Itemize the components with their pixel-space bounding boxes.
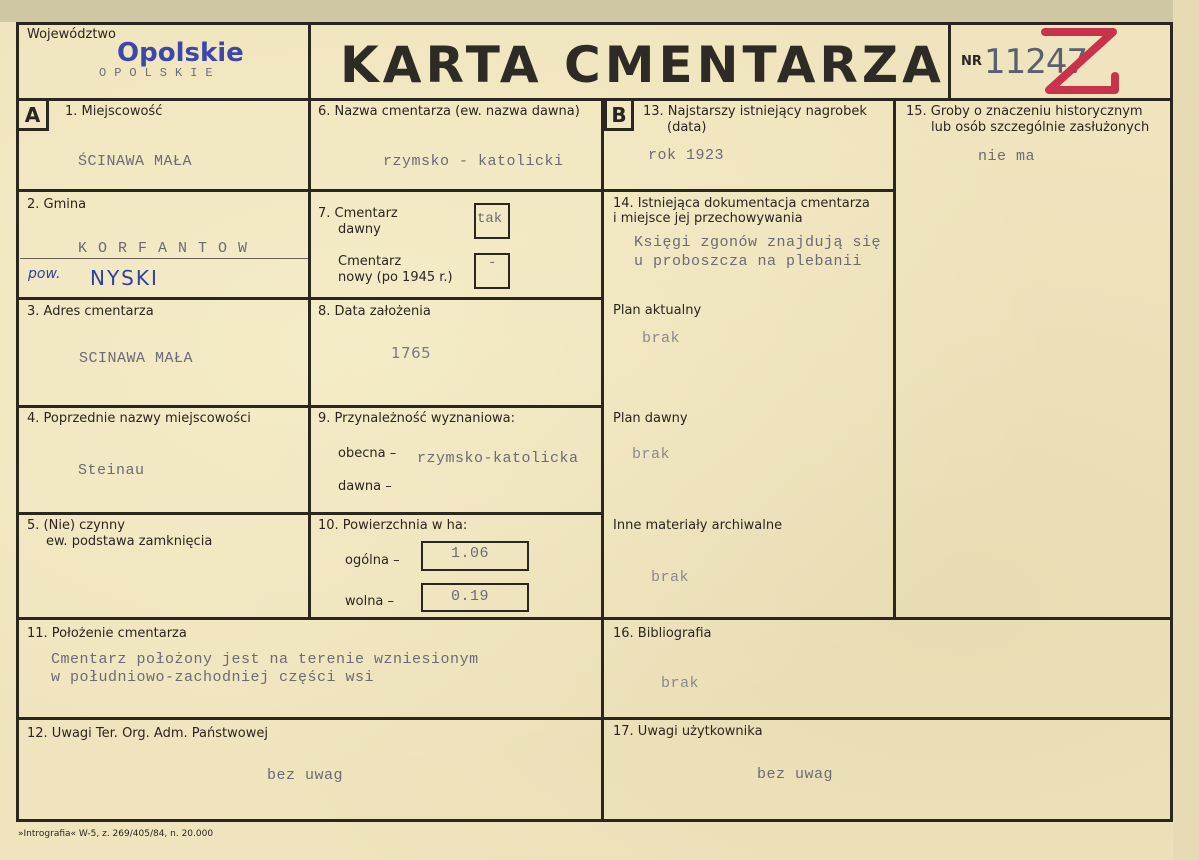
field-15-sublabel: lub osób szczególnie zasłużonych — [931, 120, 1150, 135]
wolna-field[interactable] — [421, 583, 529, 612]
red-z-mark-icon — [1035, 24, 1125, 108]
field-11-label: 11. Położenie cmentarza — [27, 626, 187, 641]
field-7-label: 7. Cmentarz — [318, 206, 398, 221]
field-8-label: 8. Data założenia — [318, 304, 431, 319]
ogolna-label: ogólna – — [345, 553, 400, 568]
gmina-underline — [20, 258, 308, 259]
top-edge — [0, 0, 1199, 22]
field-2-value: KORFANTOW — [78, 240, 259, 257]
section-b-badge: B — [604, 101, 634, 131]
divider-4-5 — [17, 512, 309, 515]
voivodeship-label: Województwo — [27, 27, 117, 42]
field-7-sublabel: dawny — [338, 222, 381, 237]
field-6-label: 6. Nazwa cmentarza (ew. nazwa dawna) — [318, 104, 580, 119]
dawny-checkbox[interactable] — [474, 203, 510, 239]
voivodeship-typed: OPOLSKIE — [99, 66, 221, 80]
divider-9-10 — [309, 512, 603, 515]
plan-dawny-label: Plan dawny — [613, 411, 688, 426]
nr-label: NR — [961, 54, 982, 69]
dawna-label: dawna – — [338, 479, 392, 494]
nowy-checkbox[interactable] — [474, 253, 510, 289]
field-11-line1: Cmentarz położony jest na terenie wzniesionym — [51, 651, 479, 668]
section-a-badge: A — [19, 101, 49, 131]
dawny-value: tak — [477, 211, 503, 227]
divider-8-9 — [309, 405, 603, 408]
ogolna-value: 1.06 — [451, 545, 490, 562]
plan-aktualny-label: Plan aktualny — [613, 303, 702, 318]
field-7b-label: Cmentarz — [338, 254, 402, 269]
field-9-label: 9. Przynależność wyznaniowa: — [318, 411, 516, 426]
col-divider-3 — [893, 98, 896, 618]
field-14-value-line2: u proboszcza na plebanii — [634, 253, 863, 270]
divider-13-14 — [602, 189, 894, 192]
page-title: KARTA CMENTARZA — [340, 36, 945, 94]
right-edge — [1173, 0, 1199, 860]
frame-right — [1170, 22, 1173, 822]
nowy-value: - — [488, 255, 497, 271]
field-15-label: 15. Groby o znaczeniu historycznym — [906, 104, 1143, 119]
field-5-sublabel: ew. podstawa zamknięcia — [46, 534, 213, 549]
obecna-label: obecna – — [338, 446, 397, 461]
inne-materialy-label: Inne materiały archiwalne — [613, 518, 783, 533]
field-8-value: 1765 — [391, 344, 432, 362]
field-11-line2: w południowo-zachodniej części wsi — [51, 669, 375, 686]
field-4-value: Steinau — [78, 462, 145, 479]
field-14-label: 14. Istniejąca dokumentacja cmentarza — [613, 196, 870, 211]
plan-dawny-value: brak — [632, 446, 671, 463]
field-10-label: 10. Powierzchnia w ha: — [318, 518, 468, 533]
field-13-value: rok 1923 — [648, 147, 725, 164]
field-12-value: bez uwag — [267, 767, 344, 784]
divider-6-7 — [309, 189, 603, 192]
divider-3-4 — [17, 405, 309, 408]
field-5-label: 5. (Nie) czynny — [27, 518, 125, 533]
plan-aktualny-value: brak — [642, 330, 681, 347]
divider-11 — [17, 617, 1173, 620]
frame-left — [16, 22, 19, 822]
divider-2-3 — [17, 297, 309, 300]
nr-divider — [948, 22, 951, 100]
pow-value: NYSKI — [90, 266, 159, 290]
frame-bottom — [17, 819, 1173, 822]
field-3-label: 3. Adres cmentarza — [27, 304, 154, 319]
field-16-label: 16. Bibliografia — [613, 626, 712, 641]
field-17-value: bez uwag — [757, 766, 834, 783]
field-1-label: 1. Miejscowość — [65, 104, 163, 119]
col-divider-2 — [601, 98, 604, 820]
field-14-sublabel: i miejsce jej przechowywania — [613, 211, 803, 226]
field-13-sublabel: (data) — [667, 120, 707, 135]
nr-value: 11247 — [984, 42, 1088, 82]
pow-label: pow. — [28, 266, 61, 282]
inne-materialy-value: brak — [651, 569, 690, 586]
divider-7-8 — [309, 297, 603, 300]
field-7b-sublabel: nowy (po 1945 r.) — [338, 270, 453, 285]
field-17-label: 17. Uwagi użytkownika — [613, 724, 763, 739]
print-info: »Intrografia« W-5, z. 269/405/84, n. 20.000 — [18, 829, 214, 839]
col-divider-1 — [308, 22, 311, 618]
field-13-label: 13. Najstarszy istniejący nagrobek — [643, 104, 867, 119]
field-15-value: nie ma — [978, 148, 1036, 165]
voivodeship-stamp: Opolskie — [117, 38, 244, 68]
field-14-value-line1: Księgi zgonów znajdują się — [634, 234, 882, 251]
field-4-label: 4. Poprzednie nazwy miejscowości — [27, 411, 251, 426]
wolna-value: 0.19 — [451, 588, 490, 605]
divider-1-2 — [17, 189, 309, 192]
ogolna-field[interactable] — [421, 541, 529, 571]
header-divider — [17, 98, 1173, 101]
divider-12 — [17, 717, 1173, 720]
obecna-value: rzymsko-katolicka — [417, 450, 579, 467]
field-2-label: 2. Gmina — [27, 197, 87, 212]
field-1-value: ŚCINAWA MAŁA — [78, 153, 193, 170]
field-6-value: rzymsko - katolicki — [383, 153, 564, 170]
frame-top — [17, 22, 1173, 25]
wolna-label: wolna – — [345, 594, 395, 609]
field-3-value: SCINAWA MAŁA — [79, 350, 194, 367]
field-12-label: 12. Uwagi Ter. Org. Adm. Państwowej — [27, 726, 268, 741]
field-16-value: brak — [661, 675, 700, 692]
